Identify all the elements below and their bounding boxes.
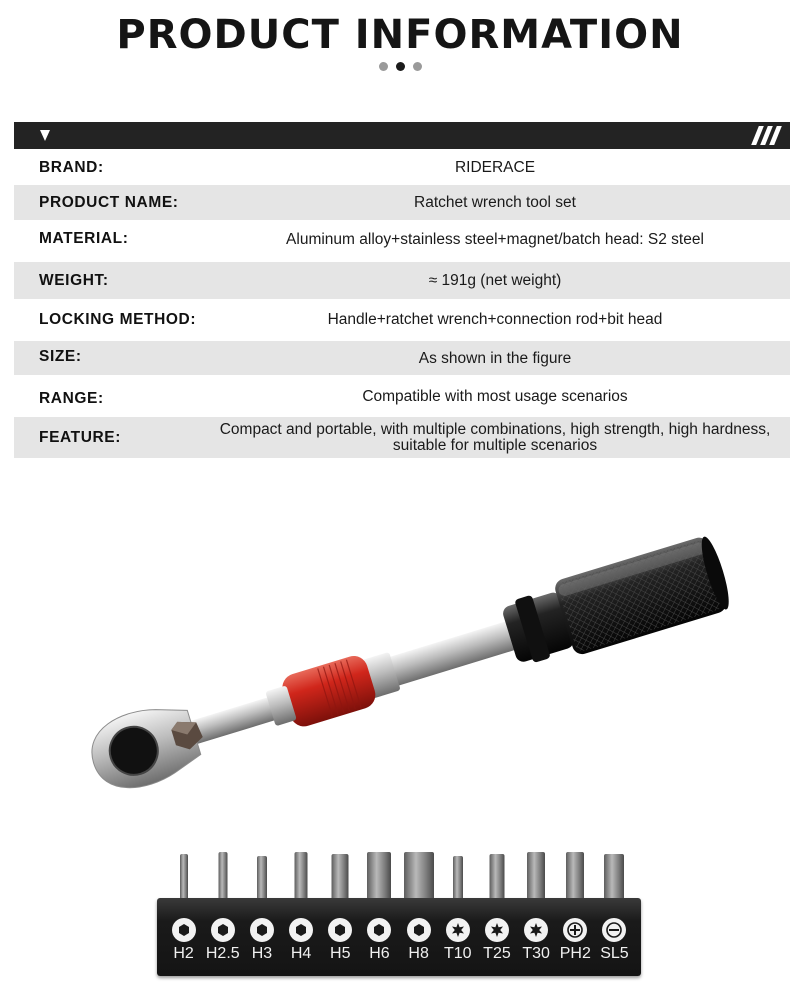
carousel-dot[interactable] [413,62,422,71]
carousel-dot-active[interactable] [396,62,405,71]
spec-label: BRAND: [39,159,104,176]
bit-h5 [321,848,360,976]
bit-t10 [438,848,477,976]
bit-code: H5 [330,945,351,962]
spec-row-locking-method [14,299,790,341]
spec-value: Aluminum alloy+stainless steel+magnet/batch head: S2 steel [286,231,704,248]
spec-label: PRODUCT NAME: [39,193,179,211]
bit-code: SL5 [600,945,629,962]
bit-code: H4 [290,945,312,962]
carousel-dots [0,62,800,71]
spec-value: Compact and portable, with multiple combinations, high strength, high hardness, suitable for multiple scenarios [219,420,771,454]
spec-label: LOCKING METHOD: [39,311,197,328]
spec-row-range [14,375,790,417]
spec-table [14,151,790,458]
torx-icon [485,918,509,942]
bit-t30 [517,848,556,976]
spec-row-size [14,341,790,375]
torx-icon [524,918,548,942]
spec-value: ≈ 191g (net weight) [428,271,562,289]
section-header-bar [14,122,790,149]
spec-label: FEATURE: [39,428,122,446]
bit-code: H8 [408,945,429,962]
slotted-icon [602,918,626,942]
bit-sl5 [595,848,634,976]
spec-row-product-name [14,185,790,220]
spec-row-weight [14,262,790,299]
spec-row-material [14,220,790,262]
bit-code: PH2 [559,945,591,962]
triangle-down-icon [40,130,50,141]
spec-value: RIDERACE [454,159,536,176]
bit-code: T10 [444,945,472,962]
phillips-icon [563,918,587,942]
spec-label: WEIGHT: [39,271,109,289]
bit-code: T30 [522,945,550,962]
torx-icon [446,918,470,942]
bit-code: H2 [173,945,194,962]
bit-t25 [477,848,516,976]
spec-value: Ratchet wrench tool set [414,193,576,211]
bit-h6 [360,848,399,976]
hex-icon [367,918,391,942]
spec-value: Handle+ratchet wrench+connection rod+bit head [327,311,663,328]
bit-set [150,848,646,980]
bit-code: H2.5 [205,945,240,962]
spec-value: As shown in the figure [418,350,572,367]
hex-icon [289,918,313,942]
bit-ph2 [556,848,595,976]
hex-icon [172,918,196,942]
bit-h8 [399,848,438,976]
bit-h3 [242,848,281,976]
slash-decoration-icon [755,122,778,149]
bit-code: T25 [483,945,511,962]
spec-label: SIZE: [39,348,82,365]
carousel-dot[interactable] [379,62,388,71]
ratchet-wrench-image [60,535,750,805]
bit-h2-5 [203,848,242,976]
spec-row-feature [14,417,790,458]
hex-icon [211,918,235,942]
bit-code: H3 [251,945,273,962]
spec-value: Compatible with most usage scenarios [362,388,628,405]
spec-row-brand [14,151,790,185]
page-title: PRODUCT INFORMATION [116,12,684,58]
bit-h4 [282,848,321,976]
hex-icon [250,918,274,942]
spec-label: RANGE: [39,390,104,407]
hex-icon [407,918,431,942]
bit-code: H6 [369,945,390,962]
hex-icon [328,918,352,942]
spec-label: MATERIAL: [39,230,129,247]
bit-h2 [164,848,203,976]
